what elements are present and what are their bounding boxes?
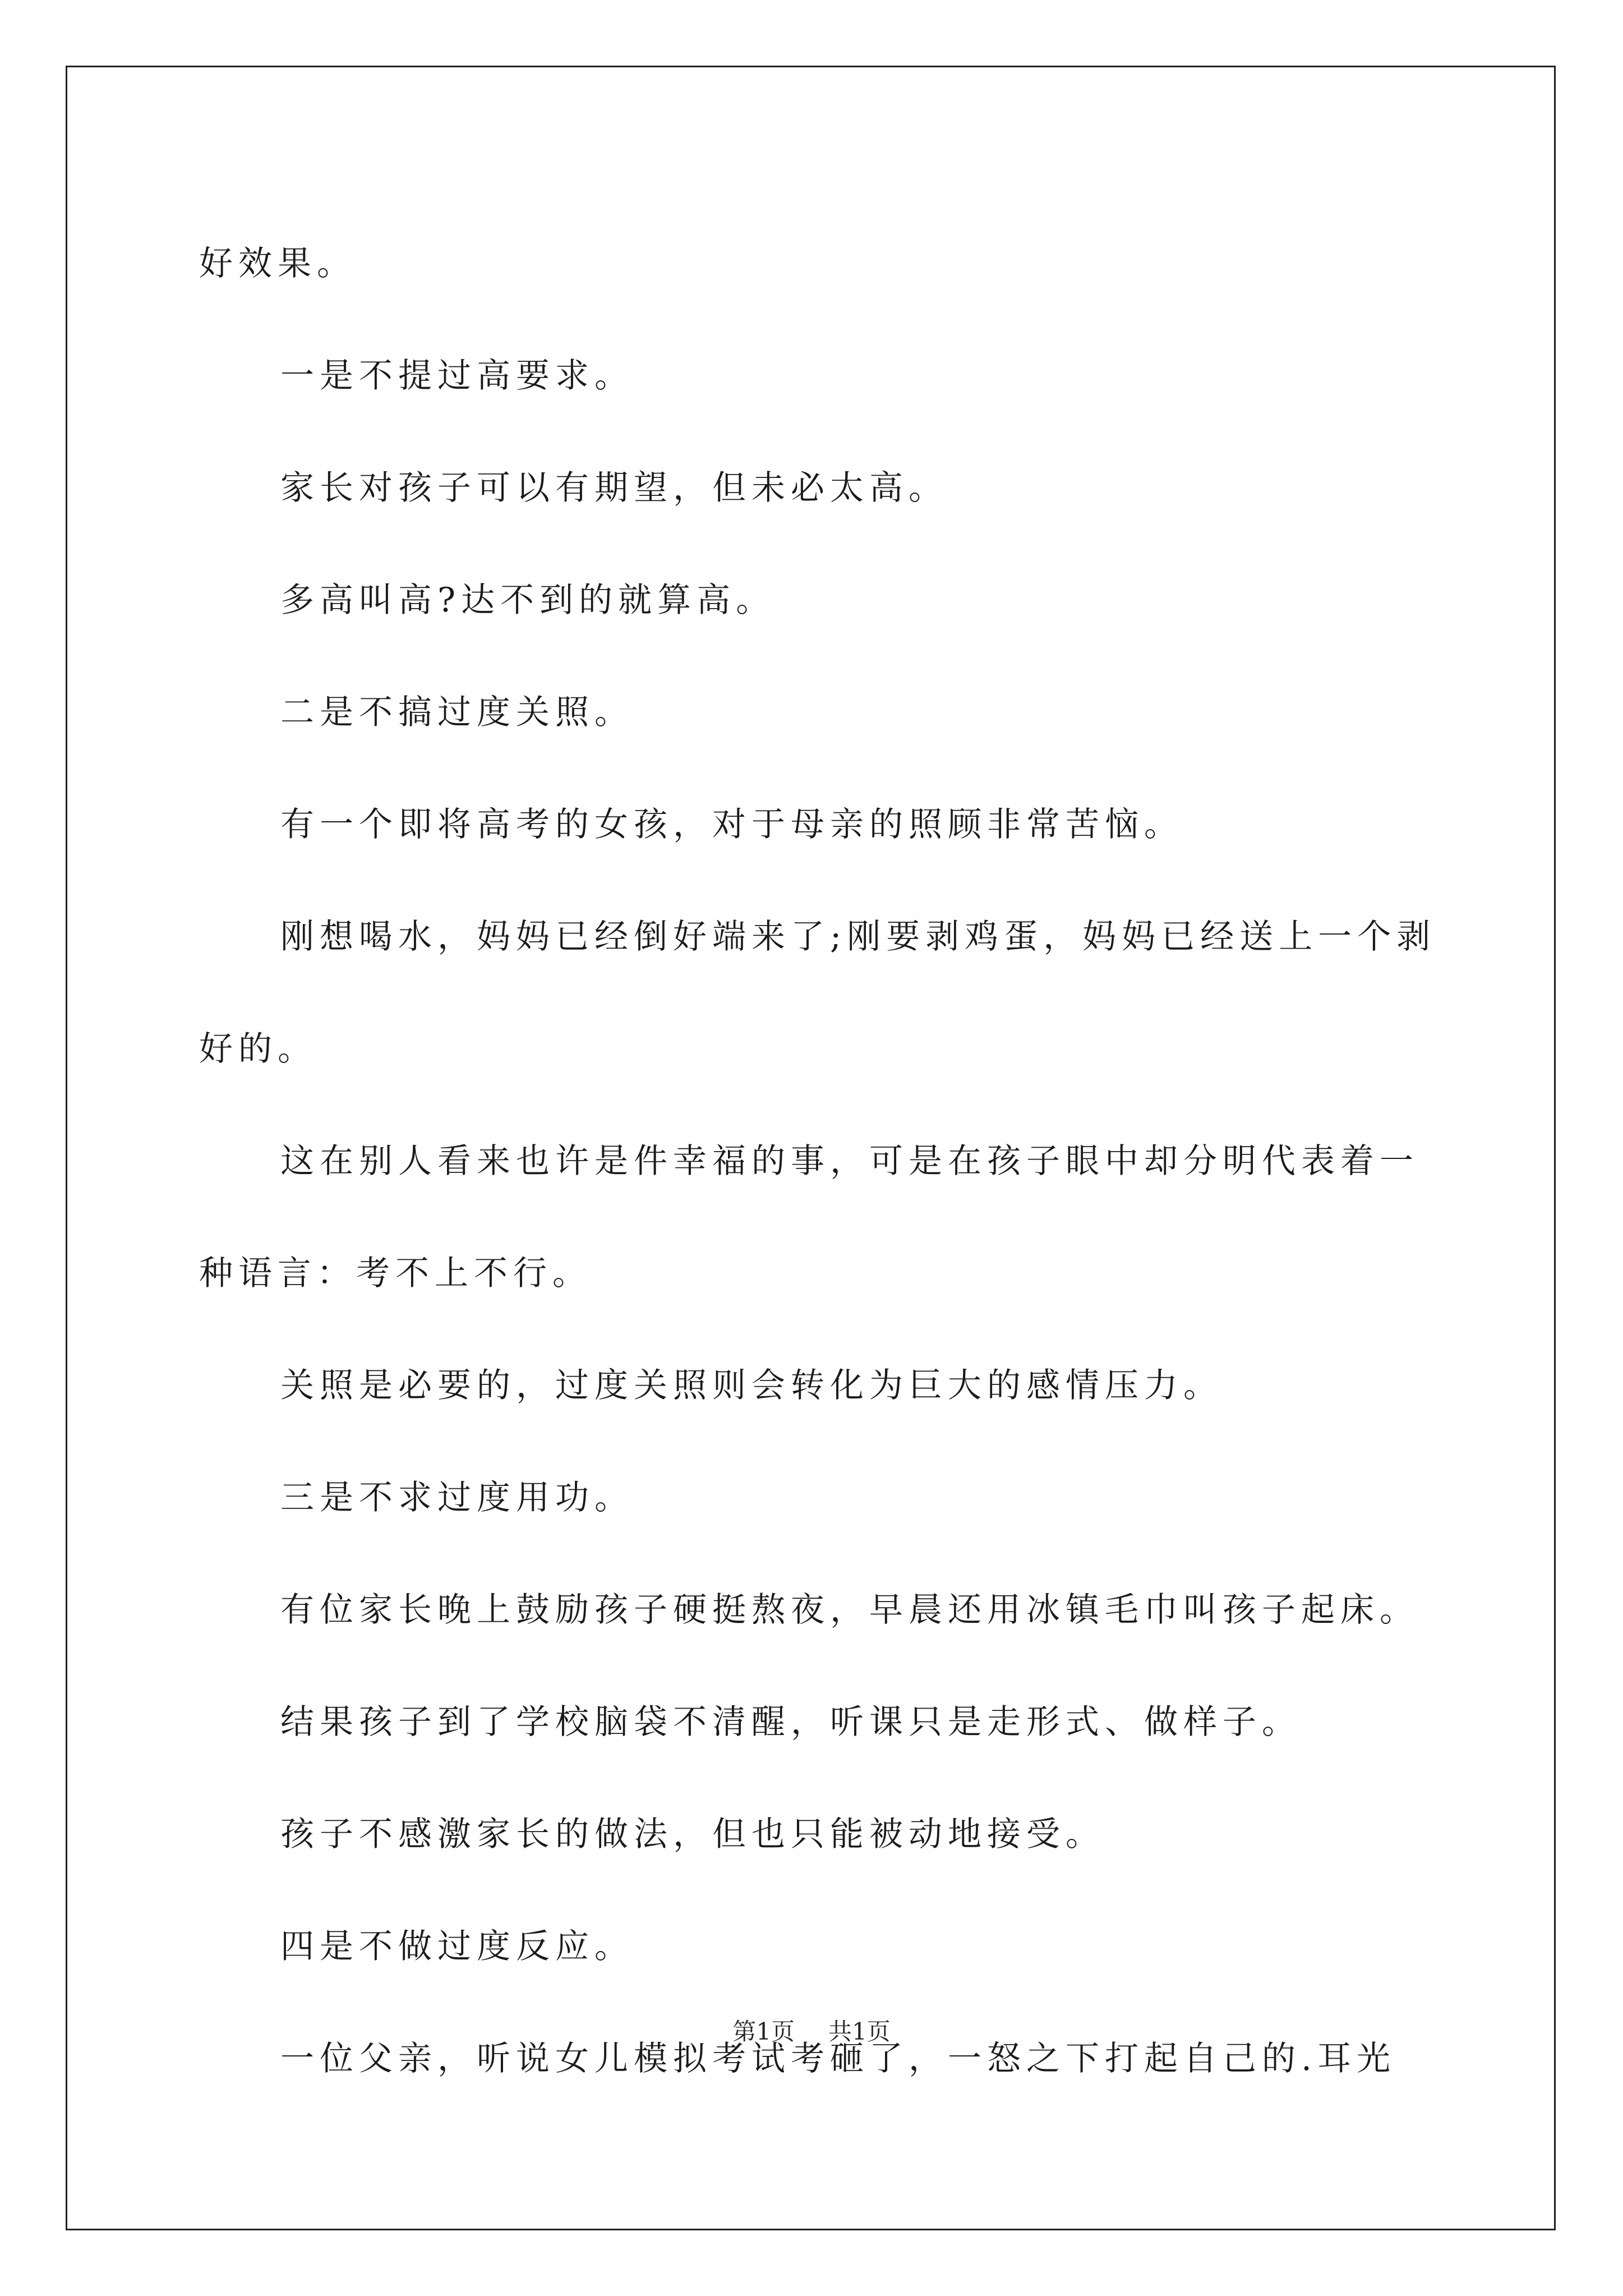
paragraph: 这在别人看来也许是件幸福的事，可是在孩子眼中却分明代表着一种语言：考不上不行。 — [199, 1142, 1419, 1293]
paragraph: 有位家长晚上鼓励孩子硬挺熬夜，早晨还用冰镇毛巾叫孩子起床。 — [280, 1590, 1419, 1630]
paragraph: 好效果。 — [199, 244, 356, 283]
paragraph: 一位父亲，听说女儿模拟考试考砸了，一怒之下打起自己的.耳光 — [280, 2039, 1396, 2078]
paragraph: 刚想喝水，妈妈已经倒好端来了;刚要剥鸡蛋，妈妈已经送上一个剥好的。 — [199, 917, 1436, 1069]
paragraph: 四是不做过度反应。 — [280, 1927, 634, 1966]
page-number: 第1页 — [732, 2018, 795, 2045]
page-footer — [0, 2015, 1623, 2049]
page-total: 共1页 — [828, 2018, 891, 2045]
paragraph: 有一个即将高考的女孩，对于母亲的照顾非常苦恼。 — [280, 805, 1183, 844]
paragraph: 多高叫高?达不到的就算高。 — [280, 581, 776, 620]
paragraph: 三是不求过度用功。 — [280, 1478, 634, 1517]
paragraph: 二是不搞过度关照。 — [280, 693, 634, 732]
paragraph: 关照是必要的，过度关照则会转化为巨大的感情压力。 — [280, 1366, 1223, 1405]
document-body — [199, 208, 1455, 2115]
paragraph: 一是不提过高要求。 — [280, 356, 634, 395]
paragraph: 孩子不感激家长的做法，但也只能被动地接受。 — [280, 1815, 1105, 1854]
paragraph: 结果孩子到了学校脑袋不清醒，听课只是走形式、做样子。 — [280, 1703, 1301, 1742]
paragraph: 家长对孩子可以有期望，但未必太高。 — [280, 468, 948, 508]
